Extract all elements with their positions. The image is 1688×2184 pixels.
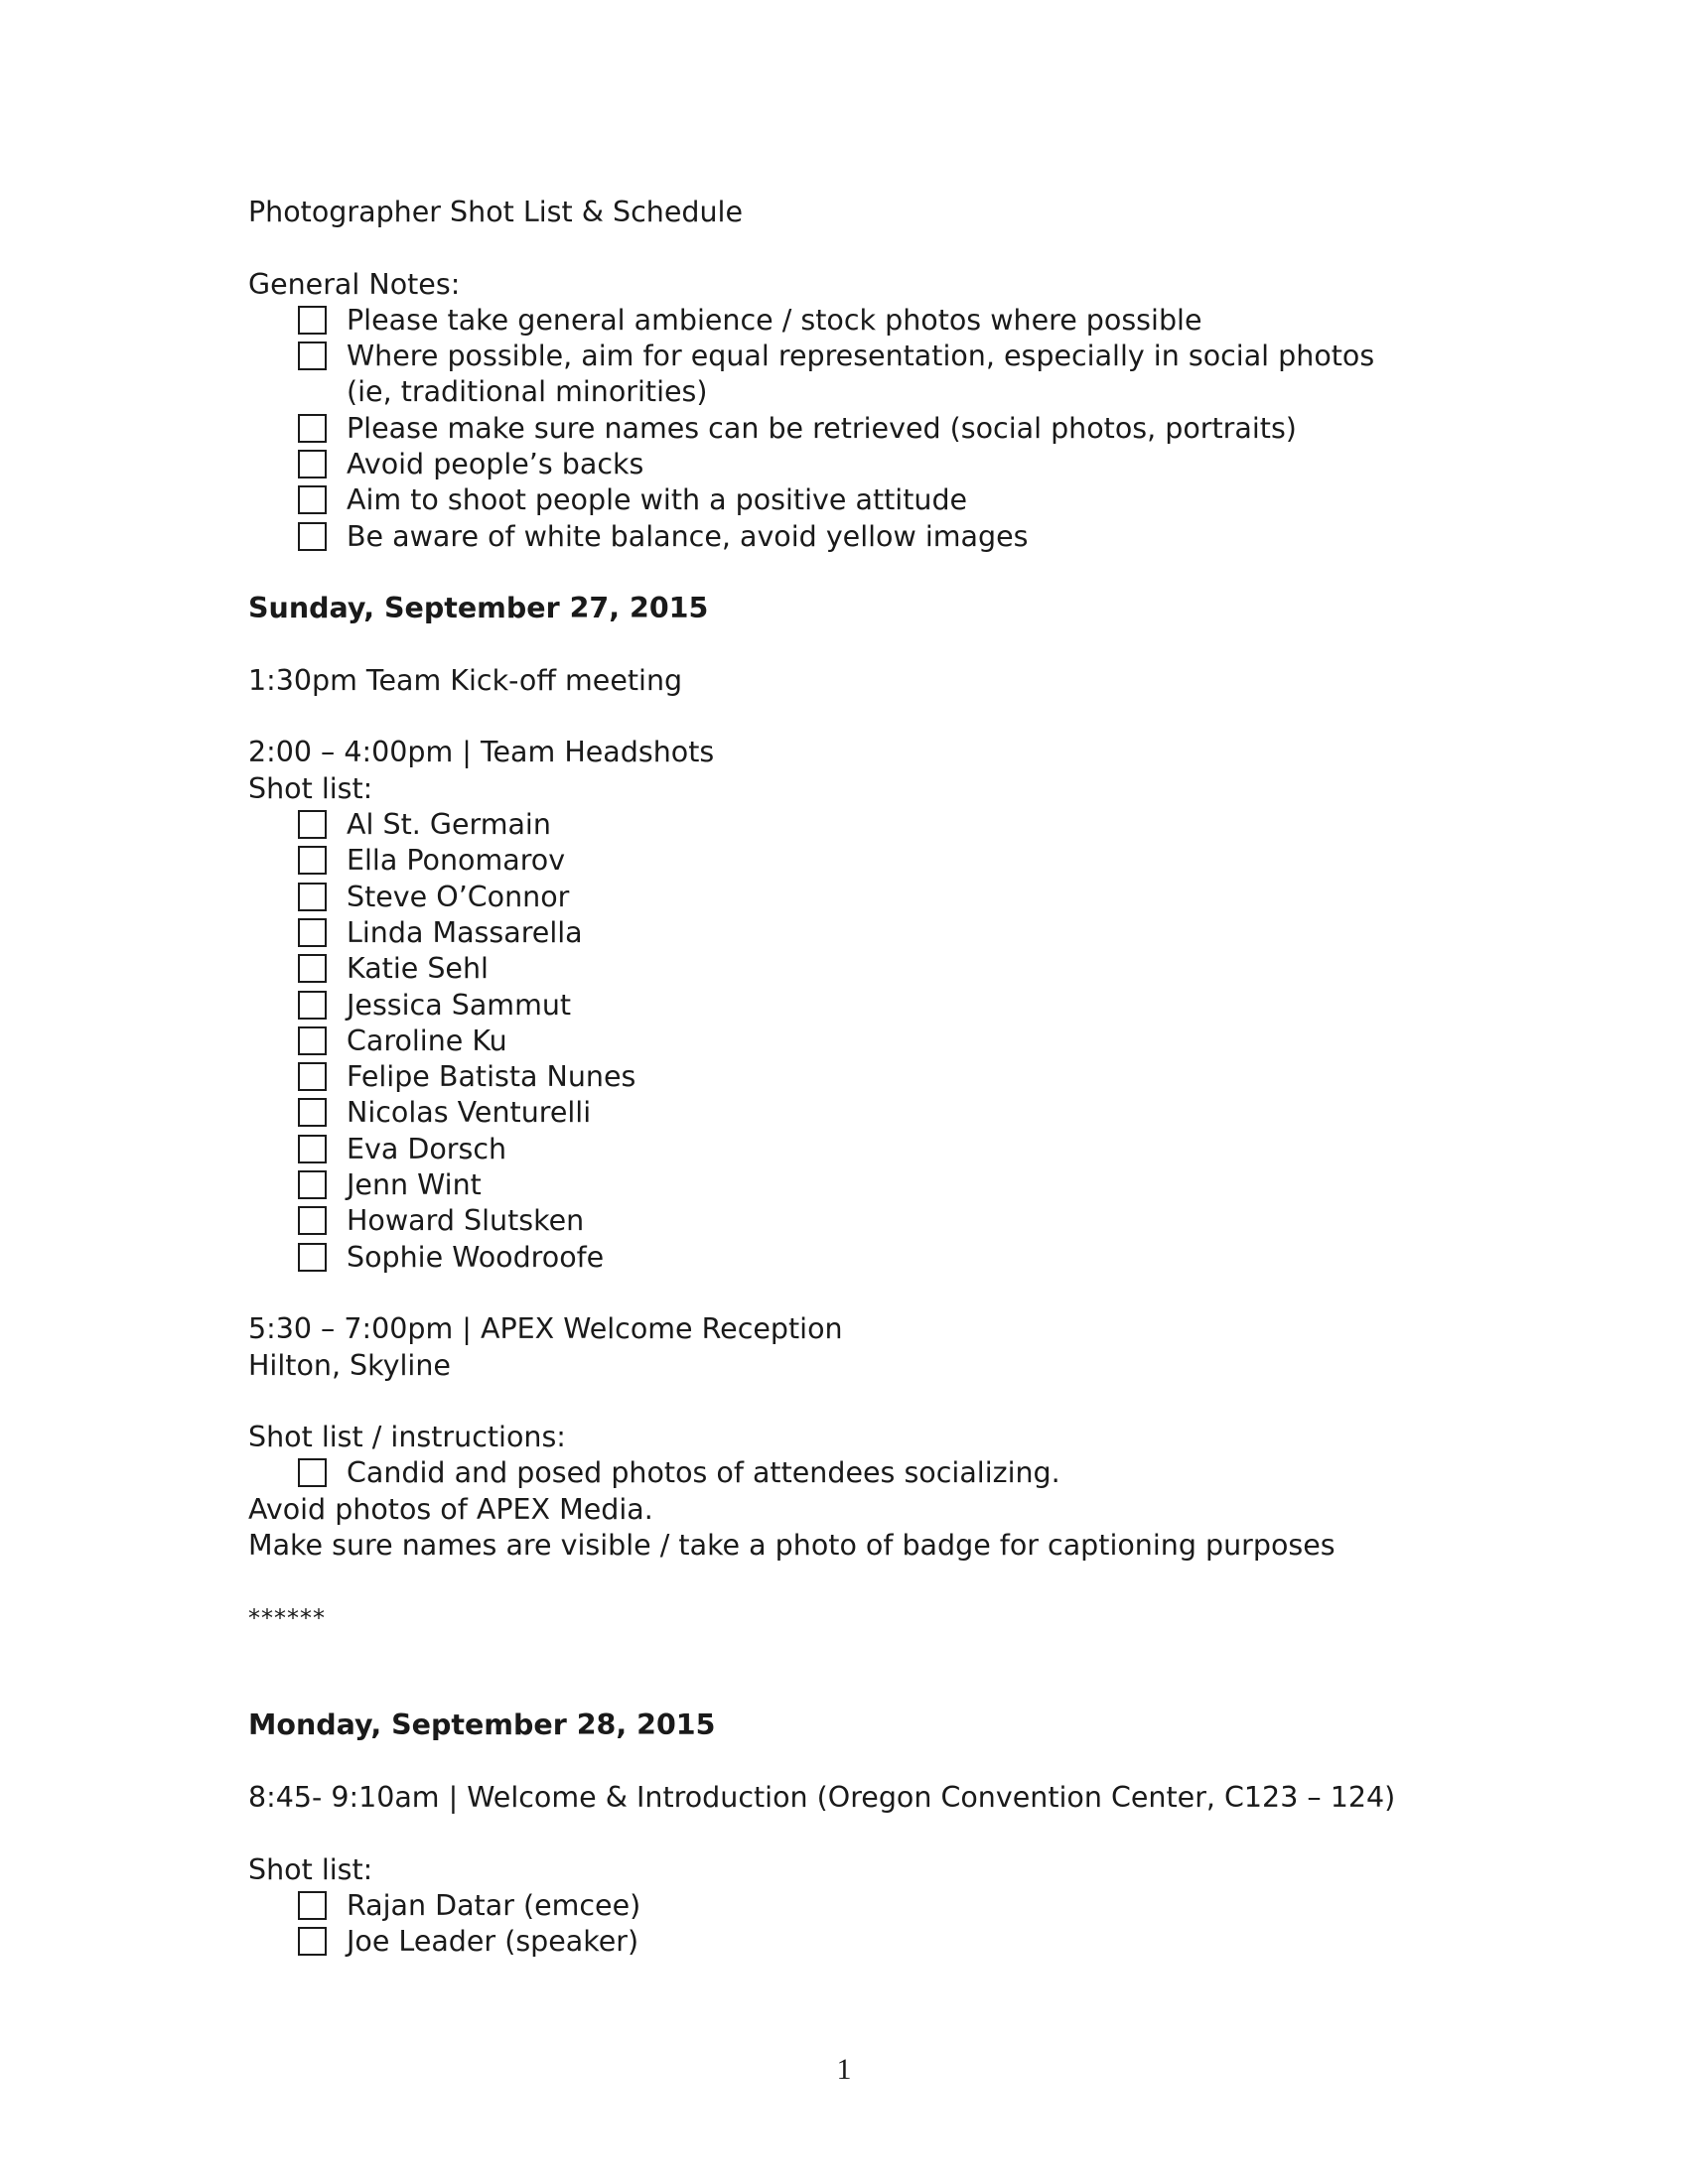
reception-note: Avoid photos of APEX Media. <box>248 1492 653 1526</box>
checkbox-icon[interactable] <box>298 1243 327 1272</box>
headshot-name-item[interactable]: Caroline Ku <box>248 1024 1440 1059</box>
document-body <box>248 195 1440 1961</box>
monday-shot-item[interactable]: Rajan Datar (emcee) <box>248 1888 1440 1924</box>
reception-note: Make sure names are visible / take a photo of badge for captioning purposes <box>248 1528 1336 1562</box>
headshot-name-item[interactable]: Felipe Batista Nunes <box>248 1059 1440 1095</box>
general-notes-heading: General Notes: <box>248 267 461 301</box>
general-note-item[interactable]: Please make sure names can be retrieved (social photos, portraits) <box>248 411 1440 447</box>
checkbox-icon[interactable] <box>298 1098 327 1127</box>
headshot-name-item[interactable]: Katie Sehl <box>248 951 1440 987</box>
welcome-session-title: 8:45- 9:10am | Welcome & Introduction (Oregon Convention Center, C123 – 124) <box>248 1781 1396 1815</box>
headshots-shot-list-label: Shot list: <box>248 771 373 805</box>
checkbox-icon[interactable] <box>298 1170 327 1199</box>
headshot-name-item[interactable]: Sophie Woodroofe <box>248 1240 1440 1276</box>
kickoff-meeting: 1:30pm Team Kick-off meeting <box>248 663 683 697</box>
reception-instructions-label: Shot list / instructions: <box>248 1421 566 1454</box>
checkbox-icon[interactable] <box>298 1458 327 1487</box>
headshots-name-list <box>248 807 1440 1276</box>
checkbox-icon[interactable] <box>298 991 327 1020</box>
checkbox-icon[interactable] <box>298 954 327 983</box>
general-note-item[interactable]: Where possible, aim for equal representation, especially in social photos (ie, traditional minorities) <box>248 339 1440 411</box>
monday-shot-list <box>248 1888 1440 1961</box>
checkbox-icon[interactable] <box>298 522 327 551</box>
checkbox-icon[interactable] <box>298 1026 327 1055</box>
checkbox-icon[interactable] <box>298 306 327 335</box>
general-note-item[interactable]: Be aware of white balance, avoid yellow images <box>248 519 1440 555</box>
monday-shot-item[interactable]: Joe Leader (speaker) <box>248 1924 1440 1960</box>
reception-session-title: 5:30 – 7:00pm | APEX Welcome Reception <box>248 1312 843 1346</box>
checkbox-icon[interactable] <box>298 485 327 514</box>
general-note-item[interactable]: Avoid people’s backs <box>248 447 1440 482</box>
page-number: 1 <box>836 2053 852 2086</box>
headshot-name-item[interactable]: Linda Massarella <box>248 915 1440 951</box>
checkbox-icon[interactable] <box>298 1135 327 1163</box>
checkbox-icon[interactable] <box>298 1891 327 1920</box>
headshot-name-item[interactable]: Jessica Sammut <box>248 988 1440 1024</box>
headshot-name-item[interactable]: Ella Ponomarov <box>248 843 1440 879</box>
checkbox-icon[interactable] <box>298 341 327 370</box>
checkbox-icon[interactable] <box>298 1062 327 1091</box>
headshot-name-item[interactable]: Howard Slutsken <box>248 1203 1440 1239</box>
checkbox-icon[interactable] <box>298 1927 327 1956</box>
headshot-name-item[interactable]: Steve O’Connor <box>248 880 1440 915</box>
reception-location: Hilton, Skyline <box>248 1348 451 1382</box>
checkbox-icon[interactable] <box>298 846 327 875</box>
checkbox-icon[interactable] <box>298 414 327 443</box>
monday-shot-list-label: Shot list: <box>248 1852 373 1886</box>
sunday-date-heading: Sunday, September 27, 2015 <box>248 592 709 625</box>
general-note-item[interactable]: Please take general ambience / stock photos where possible <box>248 303 1440 339</box>
general-notes-list <box>248 303 1440 555</box>
headshots-session-title: 2:00 – 4:00pm | Team Headshots <box>248 736 715 769</box>
monday-date-heading: Monday, September 28, 2015 <box>248 1708 716 1742</box>
checkbox-icon[interactable] <box>298 918 327 947</box>
section-separator: ****** <box>248 1603 326 1632</box>
general-note-item[interactable]: Aim to shoot people with a positive attitude <box>248 482 1440 518</box>
headshot-name-item[interactable]: Nicolas Venturelli <box>248 1095 1440 1131</box>
headshot-name-item[interactable]: Eva Dorsch <box>248 1132 1440 1167</box>
document-title: Photographer Shot List & Schedule <box>248 196 743 228</box>
reception-shot-item[interactable]: Candid and posed photos of attendees socializing. <box>248 1455 1440 1491</box>
checkbox-icon[interactable] <box>298 810 327 839</box>
headshot-name-item[interactable]: Jenn Wint <box>248 1167 1440 1203</box>
checkbox-icon[interactable] <box>298 883 327 911</box>
headshot-name-item[interactable]: Al St. Germain <box>248 807 1440 843</box>
checkbox-icon[interactable] <box>298 450 327 478</box>
checkbox-icon[interactable] <box>298 1206 327 1235</box>
